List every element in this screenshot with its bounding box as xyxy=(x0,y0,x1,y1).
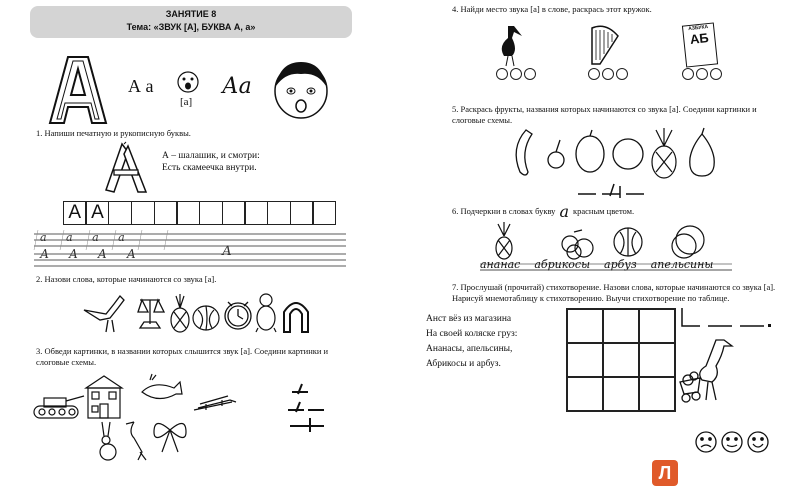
task-6-prefix: 6. Подчеркни в словах букву xyxy=(452,206,556,216)
task-5-line-2: слоговые схемы. xyxy=(452,115,513,125)
script-row-lowercase: а а а а xyxy=(40,231,133,244)
script-single-a: А xyxy=(222,244,232,259)
word-scheme xyxy=(680,306,776,330)
table-cell[interactable] xyxy=(567,309,603,343)
sound-notation: [а] xyxy=(180,96,193,108)
stork-icon xyxy=(494,22,528,68)
word-item: арбуз xyxy=(604,258,637,271)
task-3 xyxy=(36,346,352,368)
big-letter-a-outline xyxy=(48,55,108,125)
quince-icon xyxy=(576,130,604,172)
sad-face-icon xyxy=(696,432,716,452)
happy-face-icon xyxy=(748,432,768,452)
task-2: 2. Назови слова, которые начинаются со звука [а]. xyxy=(36,274,217,284)
stork-icon xyxy=(84,296,124,332)
print-cell[interactable] xyxy=(290,201,314,225)
task-5 xyxy=(452,104,792,126)
bow-icon xyxy=(154,423,186,452)
mood-faces xyxy=(694,430,772,454)
tank-icon xyxy=(34,396,84,418)
pineapple-icon xyxy=(171,294,189,332)
print-cell[interactable]: А xyxy=(85,201,109,225)
alarm-clock-icon xyxy=(225,302,251,329)
poem-line: Анст вёз из магазина xyxy=(426,314,512,324)
poem-a-line-1: А – шалашик, и смотри: xyxy=(162,151,260,161)
mnemonic-table[interactable] xyxy=(566,308,676,412)
task-5-line-1: 5. Раскрась фрукты, названия которых начинаются со звука [а]. Соедини картинки и xyxy=(452,104,757,114)
task-7-line-1: 7. Прослушай (прочитай) стихотворение. Назови слова, которые начинаются со звука [а]. xyxy=(452,282,776,292)
print-cell[interactable] xyxy=(244,201,268,225)
oranges-icon xyxy=(672,226,704,258)
sound-circles-stork[interactable] xyxy=(496,68,536,80)
word-item: ананас xyxy=(480,258,521,271)
task-1: 1. Напиши печатную и рукописную буквы. xyxy=(36,128,191,138)
bear-icon xyxy=(256,294,276,332)
word-item: абрикосы xyxy=(534,258,591,271)
hut-letter-a-icon xyxy=(100,140,156,194)
book-title: АЗБУКА xyxy=(687,24,709,33)
task-7-line-2: Нарисуй мнемотаблицу к стихотворению. Выучи стихотворение по таблице. xyxy=(452,293,730,303)
poem-line: На своей коляске груз: xyxy=(426,329,518,339)
publisher-logo: Л xyxy=(652,460,678,486)
sled-icon xyxy=(194,396,236,410)
task5-fruits xyxy=(506,128,722,180)
task-6 xyxy=(452,202,635,221)
task-4: 4. Найди место звука [а] в слове, раскрась этот кружок. xyxy=(452,4,652,14)
abc-book-icon xyxy=(682,22,718,67)
word-item: апельсины xyxy=(650,258,714,271)
poem xyxy=(426,312,517,372)
table-cell[interactable] xyxy=(567,377,603,411)
print-cell[interactable] xyxy=(199,201,223,225)
cherry-icon xyxy=(548,140,564,168)
table-cell[interactable] xyxy=(639,309,675,343)
lesson-number: ЗАНЯТИЕ 8 xyxy=(165,9,217,19)
script-letters: Аа xyxy=(222,74,252,99)
boy-face-icon xyxy=(272,58,330,120)
print-cell[interactable] xyxy=(154,201,178,225)
task-3-line-1: 3. Обведи картинки, в названии которых слышится звук [а]. Соедини картинки и xyxy=(36,346,329,356)
print-cell[interactable] xyxy=(176,201,200,225)
pineapple-icon xyxy=(652,128,676,178)
book-letters: АБ xyxy=(689,30,710,47)
table-cell[interactable] xyxy=(603,377,639,411)
watermelon-icon xyxy=(193,306,219,330)
table-cell[interactable] xyxy=(603,309,639,343)
pear-icon xyxy=(690,128,715,176)
task2-pictures xyxy=(80,290,324,334)
task6-pictures xyxy=(488,222,728,260)
poem-line: Абрикосы и арбуз. xyxy=(426,359,501,369)
stork-with-cart-icon xyxy=(676,336,740,406)
script-row-uppercase: А А А А xyxy=(40,247,144,261)
print-cell[interactable] xyxy=(222,201,246,225)
print-letters: А а xyxy=(128,76,154,96)
lesson-topic: Тема: «ЗВУК [А], БУКВА А, а» xyxy=(126,22,256,32)
table-cell[interactable] xyxy=(603,343,639,377)
apricots-icon xyxy=(562,230,593,259)
poem-line: Ананасы, апельсины, xyxy=(426,344,513,354)
table-cell[interactable] xyxy=(639,377,675,411)
open-mouth-face-icon xyxy=(176,70,200,94)
whale-icon xyxy=(142,374,182,399)
hare-icon xyxy=(100,422,116,460)
task-6-suffix: красным цветом. xyxy=(572,206,635,216)
harp-icon xyxy=(586,22,622,68)
print-cell[interactable] xyxy=(312,201,336,225)
pineapple-icon xyxy=(496,222,512,259)
task-6-letter: а xyxy=(559,202,569,221)
task-7 xyxy=(452,282,792,304)
banana-icon xyxy=(516,130,532,175)
scales-icon xyxy=(138,300,164,328)
table-cell[interactable] xyxy=(639,343,675,377)
syllable-schemes xyxy=(282,382,328,432)
print-cell[interactable] xyxy=(108,201,132,225)
lesson-header xyxy=(30,6,352,38)
house-icon xyxy=(86,376,122,418)
watermelon-icon xyxy=(614,228,642,256)
words-baseline xyxy=(480,262,740,274)
print-cell[interactable] xyxy=(267,201,291,225)
sound-circles-harp[interactable] xyxy=(588,68,628,80)
sound-circles-book[interactable] xyxy=(682,68,722,80)
neutral-face-icon xyxy=(722,432,742,452)
table-cell[interactable] xyxy=(567,343,603,377)
orange-icon xyxy=(613,139,643,169)
poem-a-line-2: Есть скамеечка внутри. xyxy=(162,163,257,173)
print-cell[interactable] xyxy=(131,201,155,225)
task3-pictures xyxy=(30,372,290,464)
task-3-line-2: слоговые схемы. xyxy=(36,357,97,367)
arch-icon xyxy=(284,303,308,332)
task5-syllable-scheme xyxy=(576,182,646,200)
poem-about-a xyxy=(162,150,260,174)
heron-icon xyxy=(126,422,146,460)
print-letter-cells xyxy=(64,201,336,225)
print-cell[interactable]: А xyxy=(63,201,87,225)
